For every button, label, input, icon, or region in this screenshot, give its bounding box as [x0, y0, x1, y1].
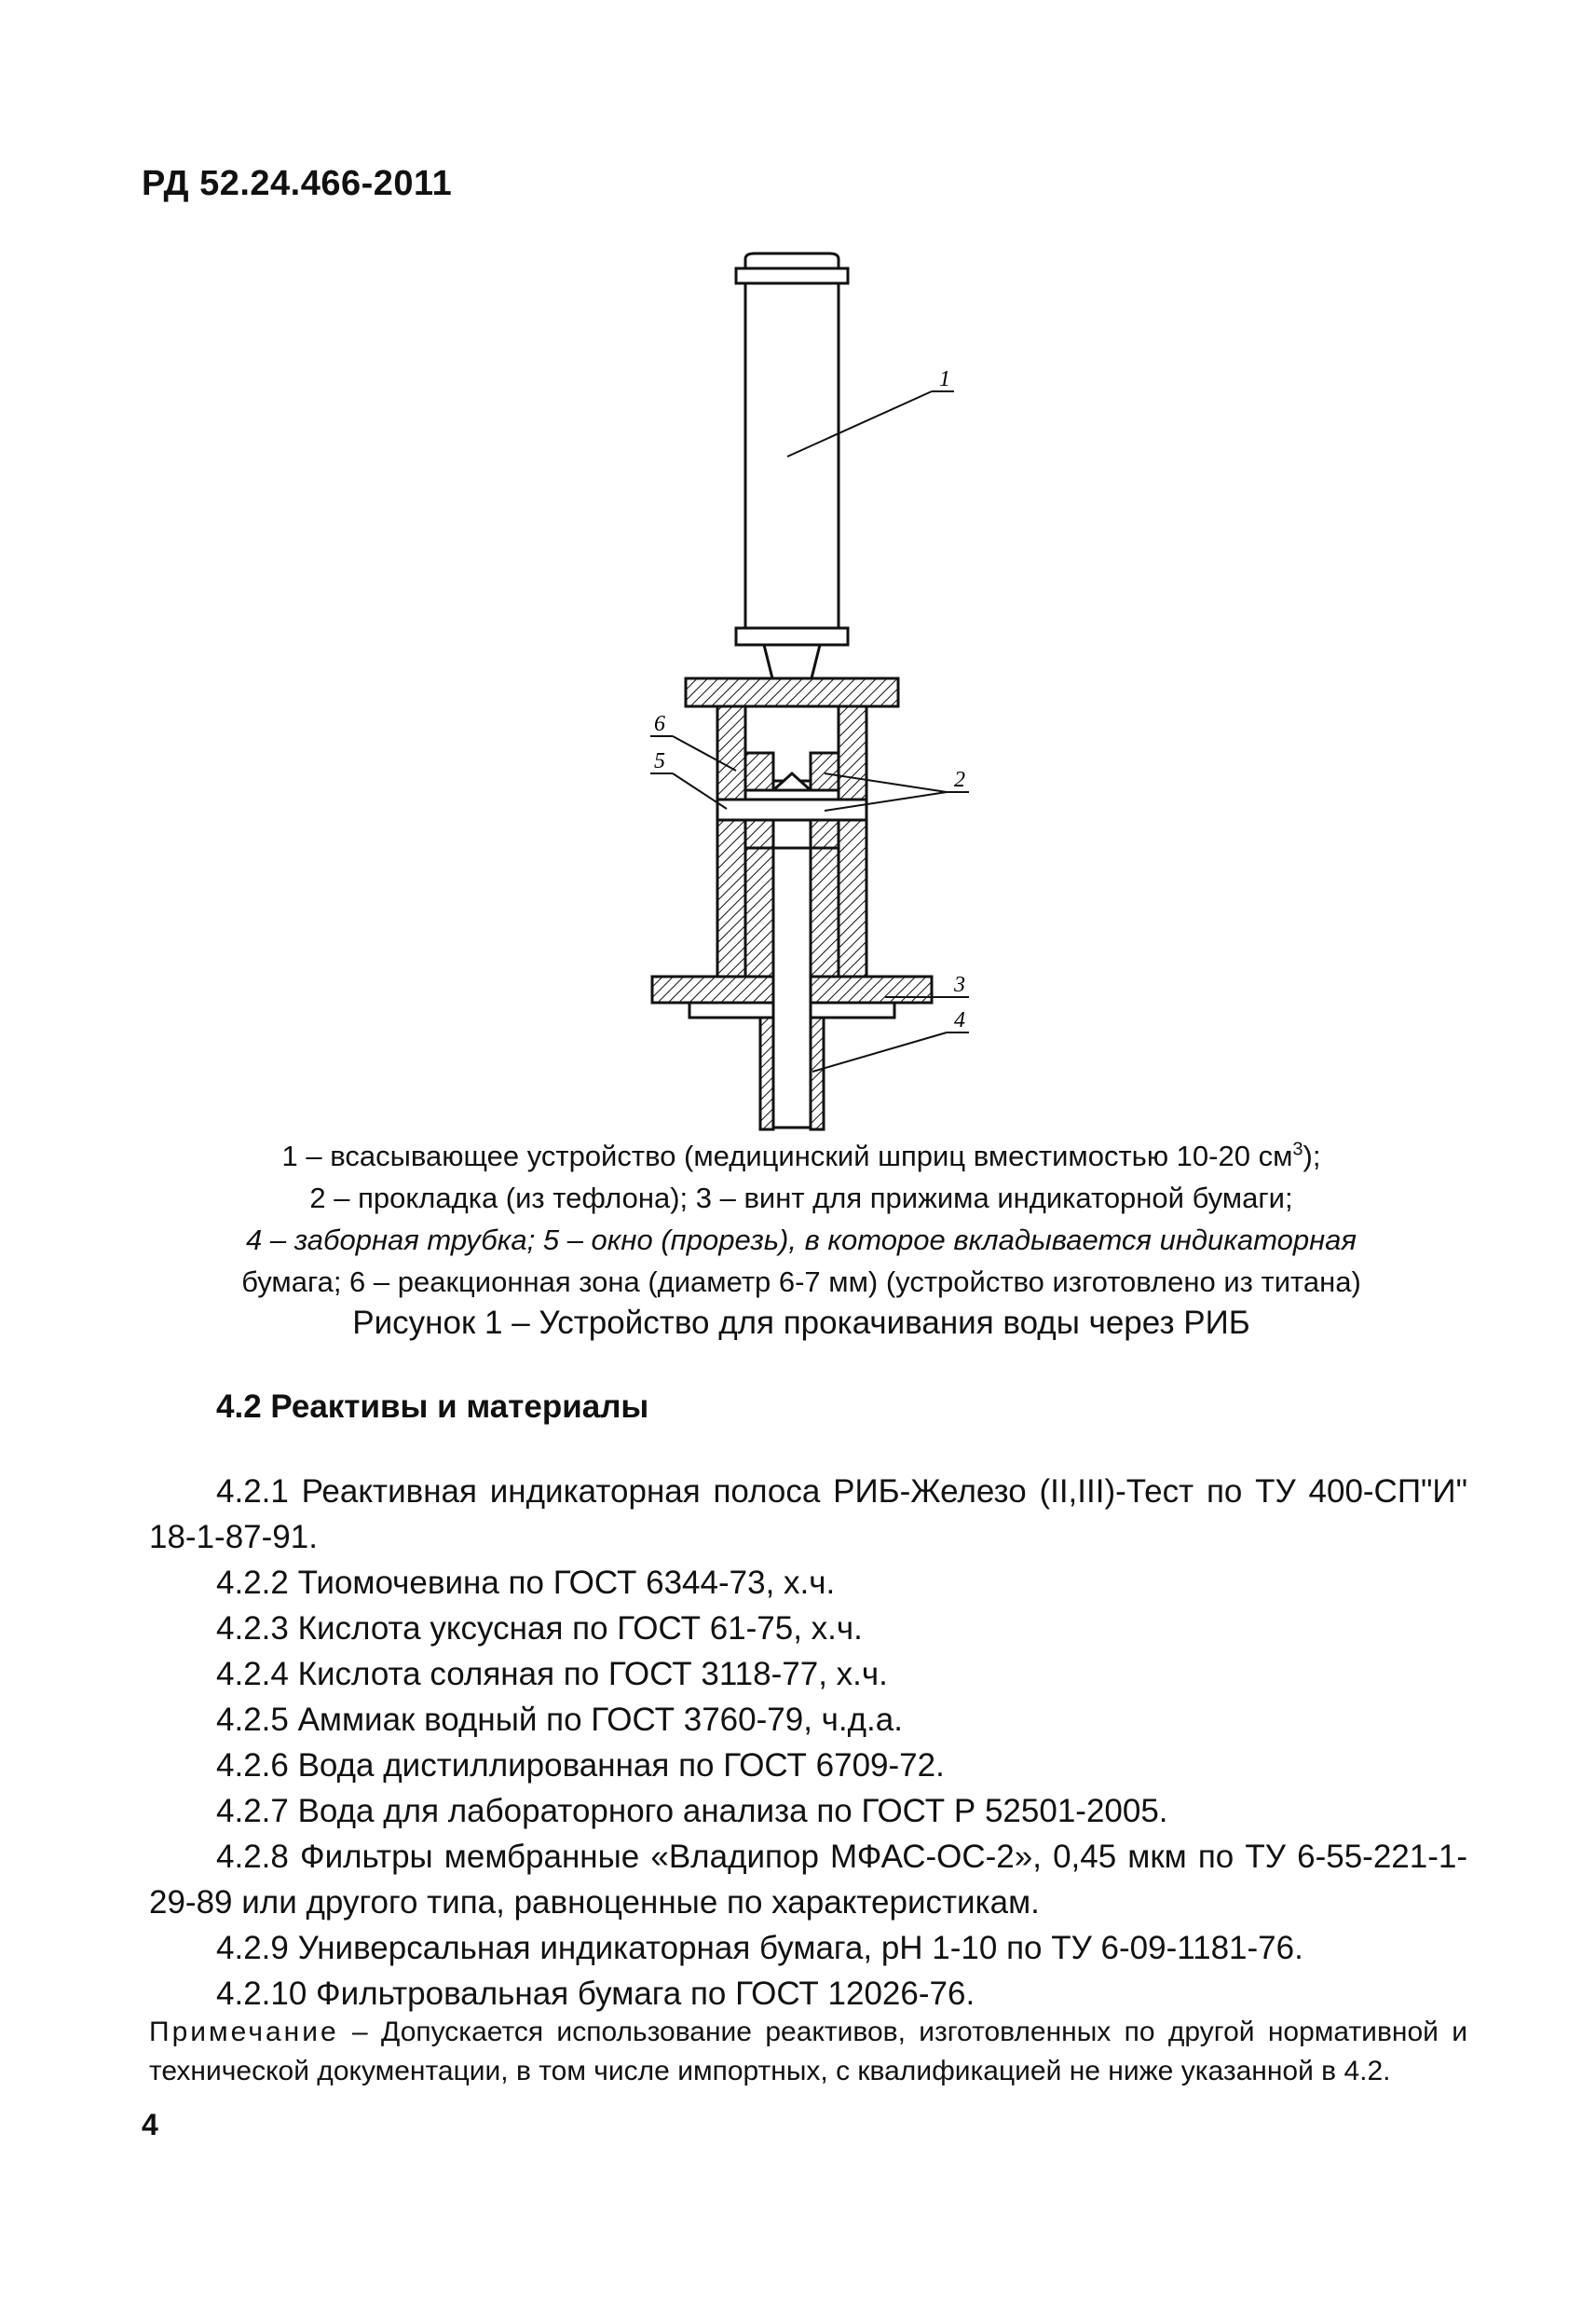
- legend-line: 1 – всасывающее устройство (медицинский шприц вместимостью 10-20 $см^3$);: [281, 1139, 1321, 1172]
- callout-label-4: 4: [954, 1008, 965, 1032]
- callout-label-2: 2: [954, 768, 965, 792]
- list-item: 4.2.10 Фильтровальная бумага по ГОСТ 12026-76.: [216, 1976, 975, 2012]
- list-item: 4.2.6 Вода дистиллированная по ГОСТ 6709-72.: [216, 1747, 945, 1784]
- callout-label-6: 6: [654, 712, 665, 736]
- legend-line: бумага; 6 – реакционная зона (диаметр 6-7 мм) (устройство изготовлено из титана): [241, 1265, 1361, 1298]
- note-label: Примечание: [149, 2017, 339, 2047]
- list-item: 4.2.8 Фильтры мембранные «Владипор МФАС-ОС-2», 0,45 мкм по ТУ 6-55-221-1-29-89 или другого типа, равноценные по характеристикам.: [149, 1839, 1467, 1921]
- legend-line: 4 – заборная трубка; 5 – окно (прорезь), в которое вкладывается индикаторная: [246, 1224, 1357, 1256]
- note-text: – Допускается использование реактивов, изготовленных по другой нормативной и технической документации, в том числе импортных, с квалификацией не ниже указанной в 4.2.: [149, 2017, 1467, 2086]
- superscript: 3: [1292, 1139, 1303, 1160]
- list-item: 4.2.9 Универсальная индикаторная бумага, рН 1-10 по ТУ 6-09-1181-76.: [216, 1930, 1303, 1966]
- list-item: 4.2.3 Кислота уксусная по ГОСТ 61-75, х.ч.: [216, 1610, 863, 1647]
- callout-label-5: 5: [654, 749, 665, 773]
- list-item: 4.2.7 Вода для лабораторного анализа по ГОСТ Р 52501-2005.: [216, 1793, 1168, 1829]
- legend-line: 2 – прокладка (из тефлона); 3 – винт для прижима индикаторной бумаги;: [309, 1182, 1293, 1214]
- figure-device-drawing: [596, 252, 1025, 1137]
- materials-list: [149, 1469, 1467, 2017]
- callout-label-3: 3: [954, 973, 965, 997]
- list-item: 4.2.2 Тиомочевина по ГОСТ 6344-73, х.ч.: [216, 1565, 836, 1601]
- note-paragraph: [149, 2013, 1467, 2091]
- section-heading: 4.2 Реактивы и материалы: [216, 1388, 649, 1425]
- callout-label-1: 1: [939, 367, 950, 391]
- list-item: 4.2.5 Аммиак водный по ГОСТ 3760-79, ч.д.а.: [216, 1702, 903, 1738]
- syringe-part: [736, 253, 848, 690]
- device-cross-section-drawing: [596, 252, 1025, 1137]
- list-item: 4.2.1 Реактивная индикаторная полоса РИБ-Железо (II,III)-Тест по ТУ 400-СП"И" 18-1-87-91.: [149, 1473, 1467, 1555]
- document-code: РД 52.24.466-2011: [142, 164, 453, 203]
- page-number: 4: [142, 2108, 158, 2141]
- figure-title: Рисунок 1 – Устройство для прокачивания воды через РИБ: [352, 1305, 1250, 1341]
- figure-legend: [130, 1135, 1472, 1303]
- list-item: 4.2.4 Кислота соляная по ГОСТ 3118-77, х.ч.: [216, 1656, 888, 1692]
